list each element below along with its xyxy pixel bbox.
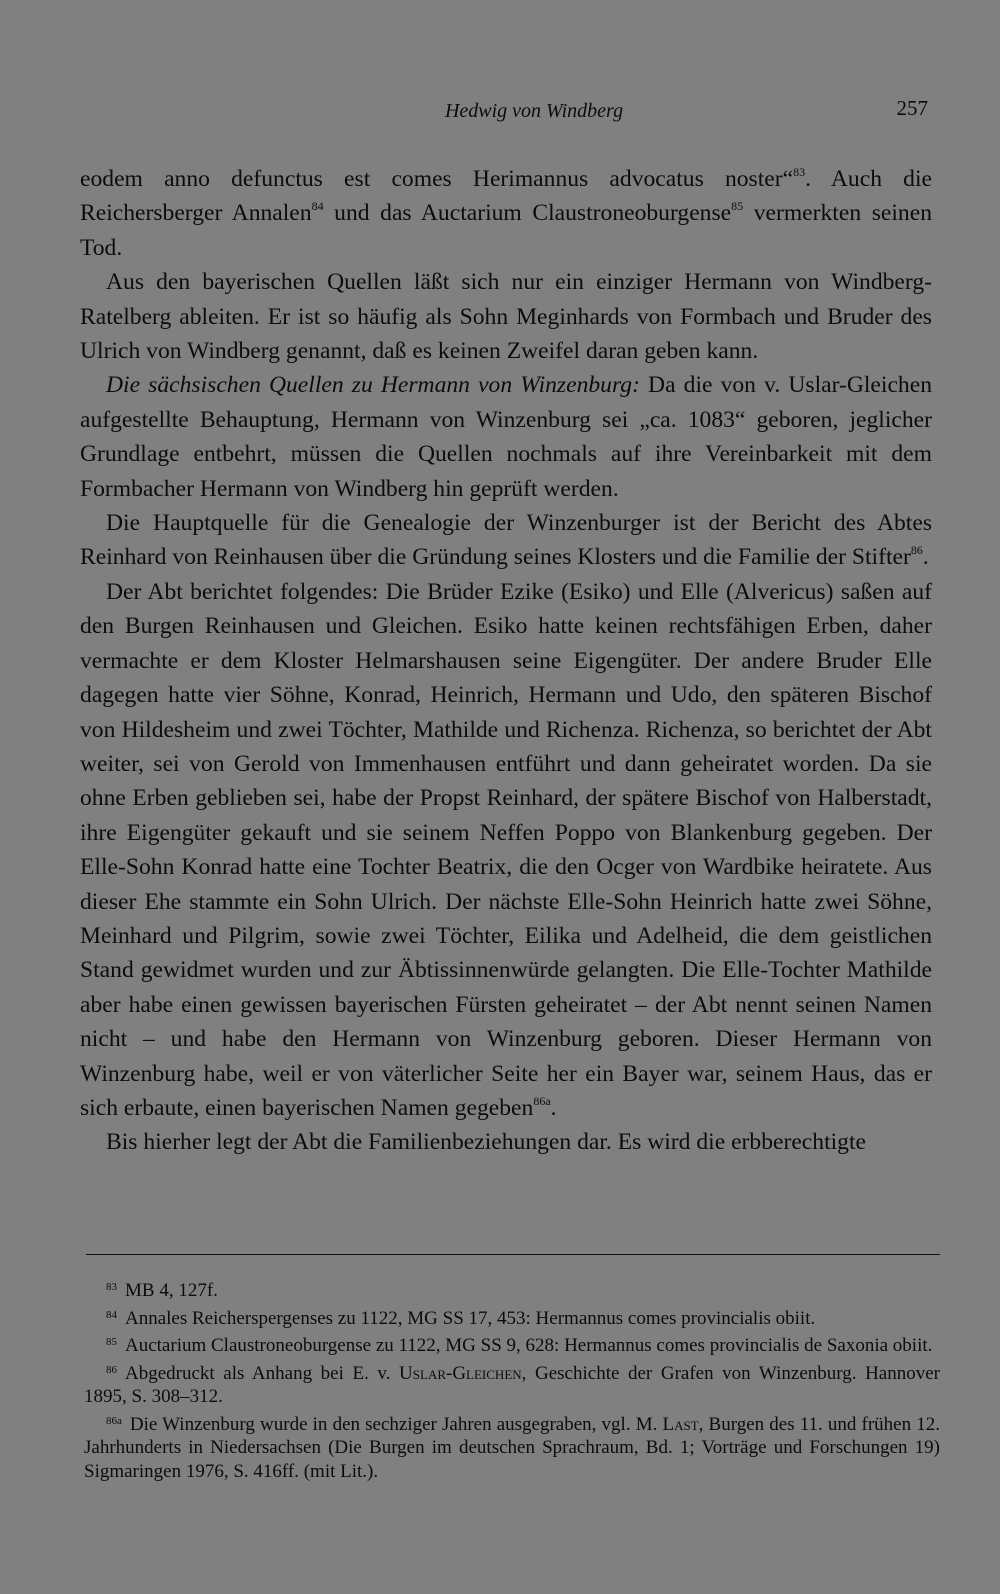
footnote-author: Last — [662, 1413, 699, 1435]
footnote-text: MB 4, 127f. — [125, 1280, 218, 1301]
footnote-mark: 86 — [106, 1363, 117, 1376]
footnote-text: , Geschichte der Grafen von Winzenburg. Hannover 1895, S. 308–312. — [84, 1362, 940, 1407]
section-heading: Die sächsischen Quellen zu Hermann von Winzenburg: — [106, 372, 640, 399]
paragraph-2: Aus den bayerischen Quellen läßt sich nur ein einziger Hermann von Windberg-Ratelberg ableiten. Er ist so häufig als Sohn Meginhards von Formbach und Bruder des Ulrich von Windberg genannt, daß es keinen Zweifel daran geben kann. — [80, 269, 932, 365]
footnotes — [84, 1276, 940, 1484]
paragraph-text: Der Abt berichtet folgendes: Die Brüder Ezike (Esiko) und Elle (Alvericus) saßen auf den Burgen Reinhausen und Gleichen. Esiko hatte keinen rechtsfähigen Erben, daher vermachte er dem Kloster Helmarshausen seine Eigengüter. Der andere Bruder Elle dagegen hatte vier Söhne, Konrad, Heinrich, Hermann und Udo, den späteren Bischof von Hildesheim und zwei Töchter, Mathilde und Richenza. Richenza, so berichtet der Abt weiter, sei von Gerold von Immenhausen entführt und dann geheiratet worden. Da sie ohne Erben geblieben sei, habe der Propst Reinhard, der spätere Bischof von Halberstadt, ihre Eigengüter gekauft und sie seinem Neffen Poppo von Blankenburg gegeben. Der Elle-Sohn Konrad hatte eine Tochter Beatrix, die den Ocger von Wardbike heiratete. Aus dieser Ehe stammte ein Sohn Ulrich. Der nächste Elle-Sohn Heinrich hatte zwei Söhne, Meinhard und Pilgrim, sowie zwei Töchter, Eilika und Adelheid, die dem geistlichen Stand gewidmet wurden und zur Äbtissinnenwürde gelangten. Die Elle-Tochter Mathilde aber habe einen gewissen bayerischen Fürsten geheiratet – der Abt nennt seinen Namen nicht – und habe den Hermann von Winzenburg geboren. Dieser Hermann von Winzenburg habe, weil er von väterlicher Seite her ein Bayer war, seinem Haus, das er sich erbaute, einen bayerischen Namen gegeben — [80, 578, 932, 1121]
paragraph-text: . — [550, 1094, 557, 1121]
paragraph-6: Bis hierher legt der Abt die Familienbeziehungen dar. Es wird die erbberechtigte — [106, 1129, 866, 1156]
footnote-83 — [84, 1276, 940, 1303]
footnote-85 — [84, 1331, 940, 1358]
paragraph-4 — [80, 506, 932, 575]
page-number: 257 — [896, 96, 928, 120]
footnote-text: Die Winzenburg wurde in den sechziger Jahren ausgegraben, vgl. M. — [129, 1413, 663, 1435]
paragraph-text: und das Auctarium Claustroneoburgense — [323, 200, 732, 227]
paragraph-text: Da die von v. Uslar-Gleichen aufgestellte Behauptung, Hermann von Winzenburg sei „ca. 1083“ geboren, jeglicher Grundlage entbehrt, müssen die Quellen nochmals auf ihre Vereinbarkeit mit dem Formbacher Hermann von Windberg hin geprüft werden. — [80, 372, 932, 502]
footnote-84 — [84, 1304, 940, 1331]
footnote-text: , Burgen des 11. und frühen 12. Jahrhunderts in Niedersachsen (Die Burgen im deutschen Sprachraum, Bd. 1; Vorträge und Forschungen 19) Sigmaringen 1976, S. 416ff. (mit Lit.). — [84, 1413, 940, 1482]
running-title: Hedwig von Windberg — [444, 100, 624, 122]
footnote-ref-83: 83 — [793, 165, 806, 179]
footnote-86a — [84, 1410, 940, 1484]
running-head — [80, 96, 928, 134]
paragraph-text: . Auch die Reichersberger Annalen — [80, 166, 932, 227]
paragraph-text: eodem anno defunctus est comes Herimannus advocatus noster“ — [80, 166, 794, 192]
footnote-mark: 85 — [106, 1336, 117, 1348]
footnote-mark: 84 — [106, 1308, 117, 1321]
footnote-author: Uslar-Gleichen — [399, 1362, 522, 1384]
footnote-ref-85: 85 — [731, 199, 744, 214]
footnote-mark: 83 — [106, 1281, 117, 1293]
footnote-ref-84: 84 — [311, 199, 324, 214]
paragraph-text: Die Hauptquelle für die Genealogie der Winzenburger ist der Bericht des Abtes Reinhard von Reinhausen über die Gründung seines Klosters und die Familie der Stifter — [80, 510, 932, 571]
footnote-text: Abgedruckt als Anhang bei E. v. — [125, 1362, 400, 1384]
paragraph-text: . — [922, 544, 929, 571]
paragraph-5 — [80, 575, 932, 1126]
body-text — [80, 162, 932, 1160]
footnote-ref-86: 86 — [910, 543, 923, 558]
footnote-text: Annales Reicherspergenses zu 1122, MG SS 17, 453: Hermannus comes provincialis obiit. — [125, 1307, 816, 1329]
paragraph-text: vermerkten seinen Tod. — [80, 200, 932, 261]
footnote-text: Auctarium Claustroneoburgense zu 1122, MG SS 9, 628: Hermannus comes provincialis de Saxonia obiit. — [125, 1335, 933, 1356]
footnote-ref-86a: 86a — [533, 1093, 551, 1108]
footnote-separator — [86, 1254, 940, 1255]
paragraph-1 — [80, 162, 932, 265]
paragraph-3 — [80, 368, 932, 506]
footnote-86 — [84, 1359, 940, 1409]
footnote-mark: 86a — [106, 1414, 122, 1427]
